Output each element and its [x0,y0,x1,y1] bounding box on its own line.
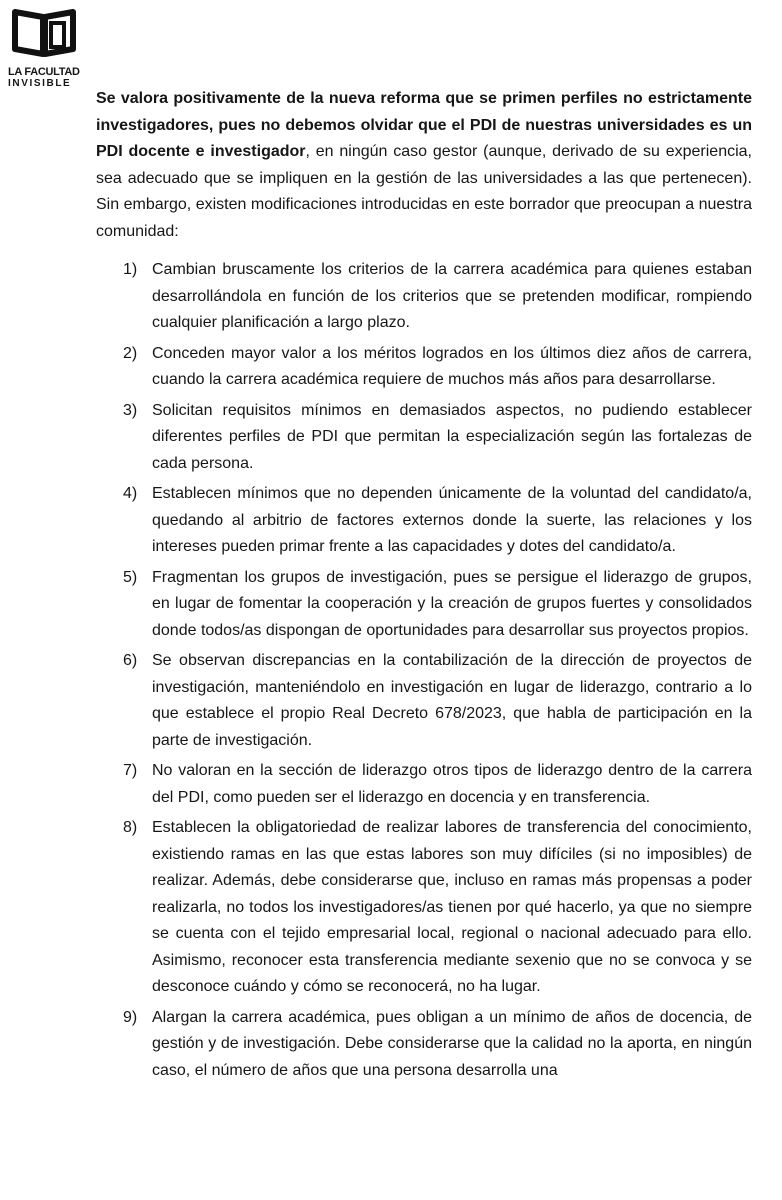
list-item-text: Se observan discrepancias en la contabilización de la dirección de proyectos de investigación, manteniéndolo en investigación en lugar de liderazgo, contrario a lo que establece el propio Real Decreto 678/2023, que habla de participación en la parte de investigación. [152,652,752,749]
logo-text-line2: INVISIBLE [8,78,72,89]
list-item-text: Cambian bruscamente los criterios de la carrera académica para quienes estaban desarrollándola en función de los criterios que se pretenden modificar, rompiendo cualquier planificación a largo plazo. [152,261,752,331]
list-item [96,648,752,754]
list-item [96,758,752,811]
list-item-number: 4) [123,485,138,502]
list-item [96,565,752,645]
logo-text-line1: LA FACULTAD [8,66,80,78]
intro-text: , en ningún caso gestor (aunque, derivado de su experiencia, sea adecuado que se impliquen en la gestión de las universidades a las que pertenecen). Sin embargo, existen modificaciones introducidas en este borrador que preocupan a nuestra comunidad: [96,143,752,240]
logo [8,8,88,90]
list-item-number: 6) [123,652,138,669]
document-body [96,86,752,1088]
list-item-text: Fragmentan los grupos de investigación, pues se persigue el liderazgo de grupos, en lugar de fomentar la cooperación y la creación de grupos fuertes y consolidados donde todos/as dispongan de oportunidades para desarrollar sus proyectos propios. [152,568,752,639]
list-item [96,341,752,394]
list-item-number: 9) [123,1008,138,1026]
concerns-list [96,257,752,1084]
list-item [96,398,752,478]
list-item-number: 8) [123,819,138,836]
open-book-icon [11,8,77,58]
list-item-text: Establecen mínimos que no dependen únicamente de la voluntad del candidato/a, quedando al arbitrio de factores externos donde la suerte, las relaciones y los intereses pueden primar frente a las capacidades y dotes del candidato/a. [152,485,752,555]
list-item-number: 3) [123,401,138,419]
list-item [96,1005,752,1085]
list-item [96,257,752,337]
list-item-number: 5) [123,568,138,586]
list-item [96,481,752,561]
intro-paragraph [96,86,752,245]
list-item-number: 7) [123,762,138,779]
list-item-text: Solicitan requisitos mínimos en demasiados aspectos, no pudiendo establecer diferentes perfiles de PDI que permitan la especialización según las fortalezas de cada persona. [152,401,752,472]
list-item-number: 1) [123,261,138,278]
list-item-text: No valoran en la sección de liderazgo otros tipos de liderazgo dentro de la carrera del PDI, como pueden ser el liderazgo en docencia y en transferencia. [152,762,752,806]
list-item-text: Conceden mayor valor a los méritos logrados en los últimos diez años de carrera, cuando la carrera académica requiere de muchos más años para desarrollarse. [152,344,752,388]
list-item-number: 2) [123,344,138,362]
list-item [96,815,752,1001]
list-item-text: Alargan la carrera académica, pues obligan a un mínimo de años de docencia, de gestión y de investigación. Debe considerarse que la calidad no la aporta, en ningún caso, el número de años que una persona desarrolla una [152,1008,752,1079]
intro-bold-text: Se valora positivamente de la nueva reforma que se primen perfiles no estrictamente investigadores, pues no debemos olvidar que el PDI de nuestras universidades es un PDI docente e investigador [96,90,752,160]
list-item-text: Establecen la obligatoriedad de realizar labores de transferencia del conocimiento, existiendo ramas en las que estas labores son muy difíciles (si no imposibles) de realizar. Además, debe considerarse que, incluso en ramas más propensas a poder realizarla, no todos los investigadores/as tienen por qué hacerlo, ya que no siempre se cuenta con el tejido empresarial local, regional o nacional adecuado para ello. Asimismo, reconocer esta transferencia mediante sexenio que no se convoca y se desconoce cuándo y cómo se reconocerá, no ha lugar. [152,819,752,995]
